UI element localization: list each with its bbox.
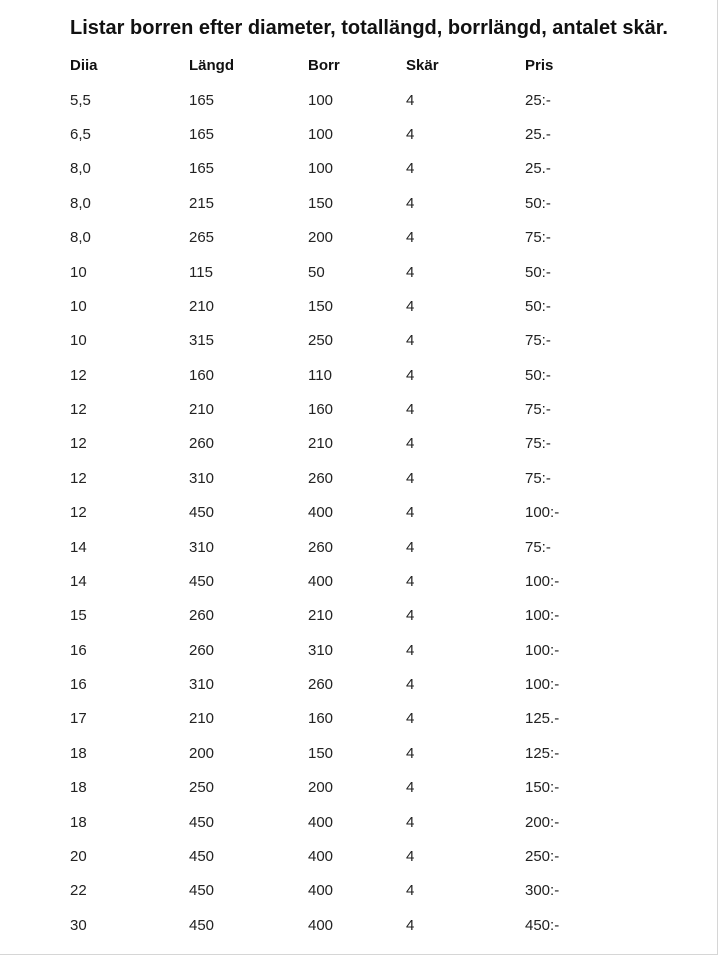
cell-drill-length: 100: [308, 126, 334, 144]
table-row: [70, 255, 615, 289]
cell-length: 250: [189, 779, 215, 797]
table-row: [70, 83, 615, 117]
table-row: [70, 186, 615, 220]
cell-length: 265: [189, 229, 215, 247]
cell-diameter: 12: [70, 366, 87, 384]
cell-price: 250:-: [525, 847, 560, 865]
cell-diameter: 12: [70, 435, 87, 453]
cell-length: 450: [189, 847, 215, 865]
cell-cutters: 4: [406, 126, 415, 144]
cell-cutters: 4: [406, 607, 415, 625]
cell-diameter: 10: [70, 263, 87, 281]
cell-cutters: 4: [406, 676, 415, 694]
table-body: [70, 83, 615, 942]
cell-cutters: 4: [406, 813, 415, 831]
cell-length: 310: [189, 538, 215, 556]
cell-cutters: 4: [406, 194, 415, 212]
table-row: [70, 324, 615, 358]
cell-cutters: 4: [406, 160, 415, 178]
column-header-cutters: Skär: [406, 56, 439, 74]
cell-drill-length: 400: [308, 916, 334, 934]
cell-drill-length: 400: [308, 572, 334, 590]
table-row: [70, 633, 615, 667]
table-row: [70, 289, 615, 323]
cell-cutters: 4: [406, 710, 415, 728]
column-header-length: Längd: [189, 56, 234, 74]
table-row: [70, 908, 615, 942]
cell-drill-length: 110: [308, 366, 332, 384]
cell-length: 450: [189, 504, 215, 522]
cell-drill-length: 50: [308, 263, 325, 281]
table-row: [70, 221, 615, 255]
cell-price: 50:-: [525, 194, 551, 212]
cell-diameter: 8,0: [70, 194, 91, 212]
cell-drill-length: 210: [308, 435, 334, 453]
table-row: [70, 152, 615, 186]
cell-price: 25:-: [525, 91, 551, 109]
cell-drill-length: 160: [308, 401, 334, 419]
table-row: [70, 117, 615, 151]
table-row: [70, 599, 615, 633]
cell-diameter: 8,0: [70, 229, 91, 247]
cell-drill-length: 260: [308, 676, 334, 694]
cell-diameter: 8,0: [70, 160, 91, 178]
cell-price: 125.-: [525, 710, 560, 728]
cell-drill-length: 400: [308, 882, 334, 900]
cell-length: 165: [189, 126, 215, 144]
cell-cutters: 4: [406, 297, 415, 315]
cell-cutters: 4: [406, 916, 415, 934]
cell-diameter: 10: [70, 297, 87, 315]
cell-diameter: 20: [70, 847, 87, 865]
column-header-price: Pris: [525, 56, 554, 74]
column-header-drill-length: Borr: [308, 56, 340, 74]
cell-diameter: 18: [70, 744, 87, 762]
cell-price: 50:-: [525, 366, 551, 384]
cell-price: 100:-: [525, 504, 560, 522]
cell-cutters: 4: [406, 229, 415, 247]
cell-drill-length: 100: [308, 91, 334, 109]
cell-length: 310: [189, 676, 215, 694]
cell-price: 75:-: [525, 401, 551, 419]
cell-drill-length: 150: [308, 297, 334, 315]
cell-cutters: 4: [406, 504, 415, 522]
cell-cutters: 4: [406, 572, 415, 590]
cell-length: 160: [189, 366, 215, 384]
table-row: [70, 771, 615, 805]
cell-diameter: 14: [70, 572, 87, 590]
cell-diameter: 12: [70, 469, 87, 487]
cell-diameter: 30: [70, 916, 87, 934]
cell-cutters: 4: [406, 401, 415, 419]
table-header-row: [70, 47, 615, 83]
cell-length: 115: [189, 263, 213, 281]
cell-drill-length: 100: [308, 160, 334, 178]
cell-cutters: 4: [406, 263, 415, 281]
cell-length: 260: [189, 435, 215, 453]
cell-length: 310: [189, 469, 215, 487]
cell-price: 50:-: [525, 263, 551, 281]
cell-price: 300:-: [525, 882, 560, 900]
drill-table: [70, 47, 615, 942]
cell-price: 450:-: [525, 916, 560, 934]
cell-diameter: 18: [70, 779, 87, 797]
cell-drill-length: 250: [308, 332, 334, 350]
cell-length: 210: [189, 297, 215, 315]
cell-price: 75:-: [525, 435, 551, 453]
cell-length: 450: [189, 572, 215, 590]
cell-diameter: 10: [70, 332, 87, 350]
table-row: [70, 358, 615, 392]
table-row: [70, 839, 615, 873]
table-row: [70, 496, 615, 530]
cell-length: 315: [189, 332, 215, 350]
table-row: [70, 667, 615, 701]
cell-drill-length: 200: [308, 779, 334, 797]
cell-drill-length: 200: [308, 229, 334, 247]
cell-length: 165: [189, 160, 215, 178]
cell-cutters: 4: [406, 435, 415, 453]
cell-price: 50:-: [525, 297, 551, 315]
cell-diameter: 6,5: [70, 126, 91, 144]
cell-drill-length: 400: [308, 847, 334, 865]
cell-price: 100:-: [525, 572, 560, 590]
cell-price: 200:-: [525, 813, 560, 831]
cell-drill-length: 260: [308, 538, 334, 556]
cell-drill-length: 210: [308, 607, 334, 625]
cell-length: 450: [189, 916, 215, 934]
cell-diameter: 12: [70, 504, 87, 522]
cell-drill-length: 400: [308, 504, 334, 522]
cell-cutters: 4: [406, 332, 415, 350]
table-row: [70, 530, 615, 564]
cell-price: 125:-: [525, 744, 560, 762]
cell-cutters: 4: [406, 779, 415, 797]
cell-length: 200: [189, 744, 215, 762]
cell-price: 25.-: [525, 126, 551, 144]
table-row: [70, 702, 615, 736]
cell-cutters: 4: [406, 538, 415, 556]
table-row: [70, 564, 615, 598]
table-row: [70, 427, 615, 461]
cell-drill-length: 310: [308, 641, 334, 659]
cell-length: 260: [189, 641, 215, 659]
cell-diameter: 17: [70, 710, 87, 728]
cell-price: 25.-: [525, 160, 551, 178]
cell-drill-length: 400: [308, 813, 334, 831]
cell-price: 100:-: [525, 641, 560, 659]
cell-drill-length: 150: [308, 744, 334, 762]
cell-length: 210: [189, 401, 215, 419]
cell-drill-length: 260: [308, 469, 334, 487]
cell-length: 260: [189, 607, 215, 625]
cell-cutters: 4: [406, 469, 415, 487]
table-row: [70, 392, 615, 426]
cell-diameter: 22: [70, 882, 87, 900]
cell-cutters: 4: [406, 641, 415, 659]
cell-cutters: 4: [406, 847, 415, 865]
page-title: Listar borren efter diameter, totallängd, borrlängd, antalet skär.: [70, 17, 668, 39]
cell-diameter: 16: [70, 676, 87, 694]
cell-price: 75:-: [525, 469, 551, 487]
cell-price: 75:-: [525, 538, 551, 556]
cell-diameter: 5,5: [70, 91, 91, 109]
table-row: [70, 805, 615, 839]
cell-price: 150:-: [525, 779, 560, 797]
cell-cutters: 4: [406, 366, 415, 384]
cell-price: 75:-: [525, 229, 551, 247]
cell-diameter: 15: [70, 607, 87, 625]
cell-drill-length: 150: [308, 194, 334, 212]
cell-length: 215: [189, 194, 215, 212]
cell-cutters: 4: [406, 882, 415, 900]
table-row: [70, 874, 615, 908]
cell-length: 450: [189, 813, 215, 831]
cell-length: 165: [189, 91, 215, 109]
cell-diameter: 16: [70, 641, 87, 659]
cell-diameter: 14: [70, 538, 87, 556]
cell-drill-length: 160: [308, 710, 334, 728]
table-row: [70, 736, 615, 770]
cell-diameter: 12: [70, 401, 87, 419]
cell-cutters: 4: [406, 744, 415, 762]
cell-length: 210: [189, 710, 215, 728]
cell-cutters: 4: [406, 91, 415, 109]
cell-diameter: 18: [70, 813, 87, 831]
table-row: [70, 461, 615, 495]
cell-price: 75:-: [525, 332, 551, 350]
column-header-diameter: Diia: [70, 56, 98, 74]
cell-price: 100:-: [525, 676, 560, 694]
cell-length: 450: [189, 882, 215, 900]
cell-price: 100:-: [525, 607, 560, 625]
